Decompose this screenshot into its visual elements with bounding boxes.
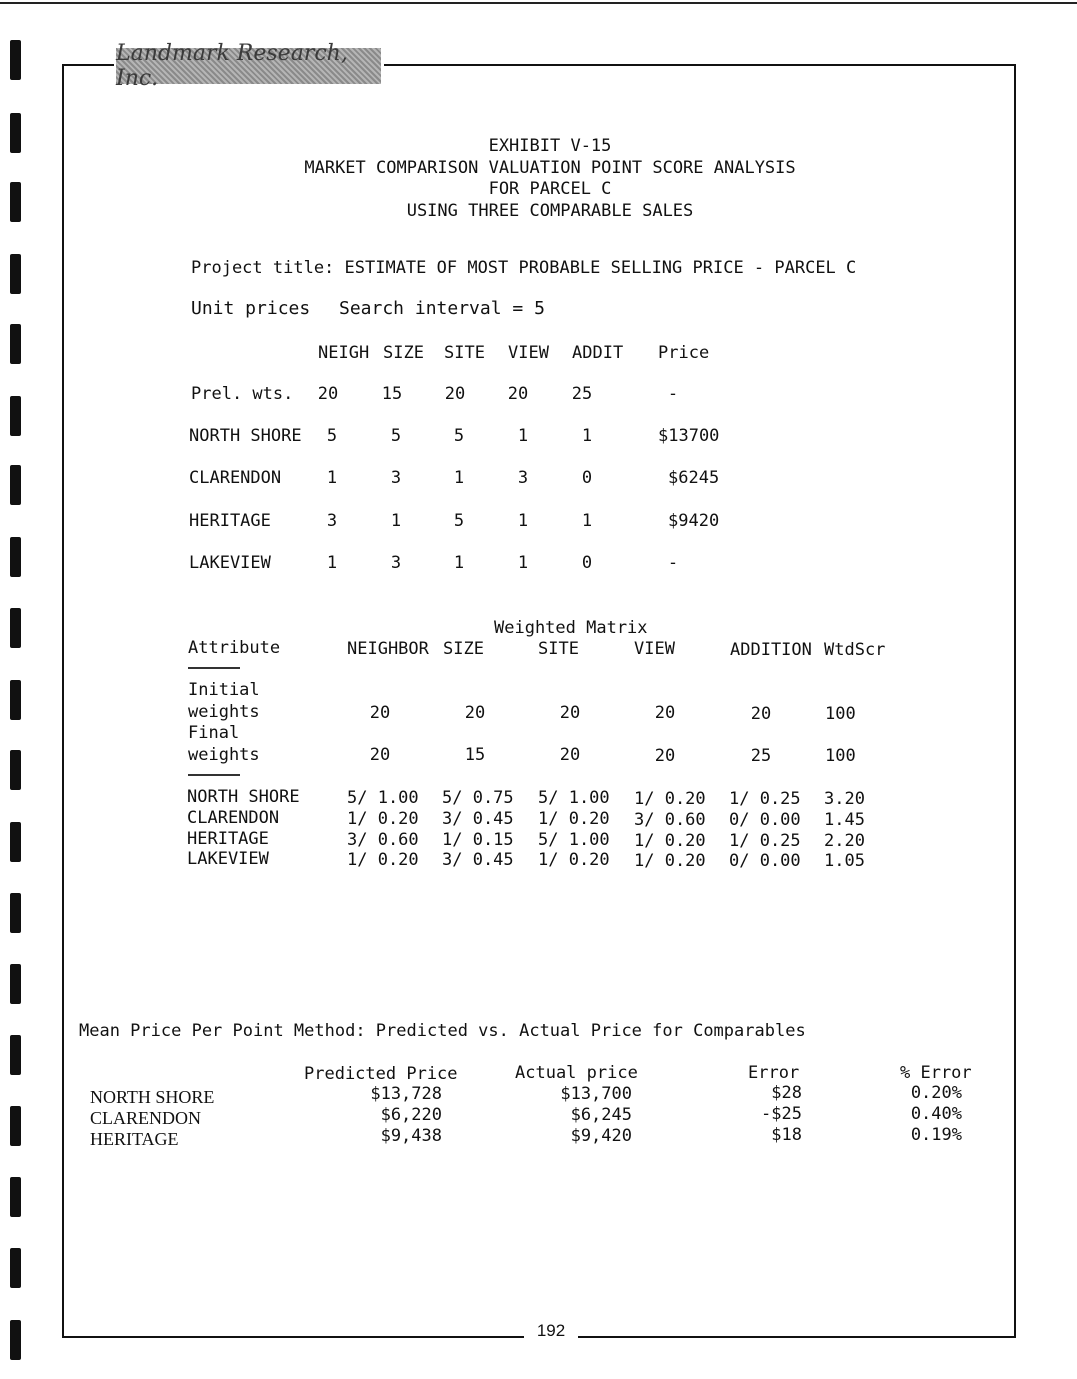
row-label: HERITAGE [90, 1129, 179, 1149]
exhibit-subtitle: USING THREE COMPARABLE SALES [406, 201, 694, 221]
binder-hole [10, 1248, 21, 1288]
error-cell: $18 [771, 1125, 802, 1145]
pct-error-cell: 0.19% [910, 1125, 962, 1145]
column-header: Predicted Price [304, 1064, 458, 1084]
table-cell: 1/ 0.20 [347, 850, 419, 870]
exhibit-title: MARKET COMPARISON VALUATION POINT SCORE ANALYSIS [304, 158, 796, 178]
frame-top-rule [384, 64, 1014, 66]
page-number: 192 [524, 1321, 578, 1341]
table-cell: 5/ 1.00 [538, 788, 610, 808]
score-cell: 3.20 [824, 789, 865, 809]
error-cell: $28 [771, 1083, 802, 1103]
score-cell: 100 [825, 746, 856, 766]
table-cell: 3 [390, 468, 402, 488]
table-cell: 3/ 0.45 [442, 850, 514, 870]
binder-hole [10, 537, 21, 577]
table-cell: 1 [390, 511, 402, 531]
pct-error-cell: 0.40% [910, 1104, 962, 1124]
binder-hole [10, 396, 21, 436]
table-cell: 5/ 1.00 [347, 788, 419, 808]
score-cell: 100 [825, 704, 856, 724]
column-header: ADDIT [572, 343, 624, 363]
actual-price-cell: $9,420 [570, 1126, 632, 1146]
table-cell: 0/ 0.00 [729, 851, 801, 871]
table-cell: 3 [517, 468, 529, 488]
price-cell: $9420 [668, 511, 720, 531]
table-cell: 20 [559, 703, 581, 723]
price-cell: $13700 [658, 426, 720, 446]
project-title: Project title: ESTIMATE OF MOST PROBABLE SELLING PRICE - PARCEL C [191, 258, 857, 278]
table-cell: 1 [517, 553, 529, 573]
frame-top-rule [62, 64, 114, 66]
actual-price-cell: $6,245 [570, 1105, 632, 1125]
binder-hole [10, 40, 21, 80]
table-cell: 5/ 0.75 [442, 788, 514, 808]
table-cell: 20 [444, 384, 466, 404]
binder-hole [10, 893, 21, 933]
table-cell: 1 [517, 511, 529, 531]
binder-hole [10, 324, 21, 364]
row-label: CLARENDON [189, 468, 282, 488]
table-cell: 20 [507, 384, 529, 404]
table-cell: 20 [559, 745, 581, 765]
table-cell: 5 [453, 426, 465, 446]
table-cell: 20 [750, 704, 772, 724]
price-cell: - [667, 553, 679, 573]
table-cell: 1/ 0.20 [347, 809, 419, 829]
column-header: SITE [444, 343, 485, 363]
table-cell: 3/ 0.60 [347, 830, 419, 850]
table-cell: 5/ 1.00 [538, 830, 610, 850]
table-cell: 1 [326, 468, 338, 488]
table-cell: 1/ 0.25 [729, 789, 801, 809]
column-header: VIEW [634, 639, 675, 659]
error-cell: -$25 [761, 1104, 802, 1124]
column-header: WtdScr [824, 640, 886, 660]
page-frame [62, 64, 1016, 1338]
column-header: Error [748, 1063, 800, 1083]
table-cell: 1/ 0.20 [634, 851, 706, 871]
table-cell: 20 [654, 703, 676, 723]
table-cell: 25 [750, 746, 772, 766]
binder-hole [10, 750, 21, 790]
table-cell: 20 [654, 746, 676, 766]
table-cell: 5 [390, 426, 402, 446]
binder-hole [10, 680, 21, 720]
binder-hole [10, 1035, 21, 1075]
binder-hole [10, 822, 21, 862]
table-cell: 1 [581, 426, 593, 446]
column-header: Actual price [515, 1063, 638, 1083]
binder-hole [10, 1177, 21, 1217]
row-label: NORTH SHORE [90, 1087, 215, 1107]
column-header: VIEW [508, 343, 549, 363]
table-cell: 3/ 0.60 [634, 810, 706, 830]
table-cell: 25 [571, 384, 593, 404]
price-cell: $6245 [668, 468, 720, 488]
table-cell: 5 [326, 426, 338, 446]
table-cell: 3/ 0.45 [442, 809, 514, 829]
binder-hole [10, 113, 21, 153]
table-cell: 1/ 0.20 [538, 850, 610, 870]
binder-hole [10, 1106, 21, 1146]
table-cell: 15 [464, 745, 486, 765]
row-label: HERITAGE [189, 511, 271, 531]
table-cell: 1/ 0.25 [729, 831, 801, 851]
table-cell: 20 [369, 703, 391, 723]
table-cell: 5 [453, 511, 465, 531]
binder-hole [10, 182, 21, 222]
actual-price-cell: $13,700 [560, 1084, 632, 1104]
row-label: weights [188, 702, 260, 722]
row-label: Prel. wts. [191, 384, 294, 404]
row-label: Final [188, 723, 240, 743]
divider [188, 774, 240, 776]
table-cell: 1/ 0.20 [538, 809, 610, 829]
row-label: LAKEVIEW [187, 849, 269, 869]
column-header: ADDITION [730, 640, 812, 660]
column-header: SIZE [443, 639, 484, 659]
row-label: NORTH SHORE [187, 787, 300, 807]
column-header: Price [658, 343, 710, 363]
table-cell: 1/ 0.15 [442, 830, 514, 850]
scan-top-edge [0, 2, 1077, 4]
binder-hole [10, 964, 21, 1004]
table-cell: 1 [453, 553, 465, 573]
row-label: Initial [188, 680, 260, 700]
table-cell: 0/ 0.00 [729, 810, 801, 830]
table-cell: 1/ 0.20 [634, 831, 706, 851]
divider [188, 667, 240, 669]
table-cell: 20 [369, 745, 391, 765]
table-cell: 3 [326, 511, 338, 531]
score-cell: 1.05 [824, 851, 865, 871]
table-cell: 0 [581, 468, 593, 488]
table-cell: 20 [317, 384, 339, 404]
binder-hole [10, 254, 21, 294]
binder-hole [10, 1320, 21, 1360]
score-cell: 1.45 [824, 810, 865, 830]
row-label: CLARENDON [90, 1108, 201, 1128]
company-logo [116, 41, 381, 91]
mean-price-title: Mean Price Per Point Method: Predicted vs. Actual Price for Comparables [79, 1021, 806, 1041]
column-header: SIZE [383, 343, 424, 363]
table-cell: 1/ 0.20 [634, 789, 706, 809]
table-cell: 1 [581, 511, 593, 531]
column-header: NEIGH [318, 343, 370, 363]
price-cell: - [667, 384, 679, 404]
row-label: NORTH SHORE [189, 426, 302, 446]
matrix-title: Weighted Matrix [494, 618, 648, 638]
exhibit-subtitle: FOR PARCEL C [488, 179, 612, 199]
row-label: CLARENDON [187, 808, 280, 828]
predicted-price-cell: $13,728 [370, 1084, 442, 1104]
table-cell: 15 [381, 384, 403, 404]
company-logo-text: Landmark Research, Inc. [116, 41, 348, 91]
table-cell: 20 [464, 703, 486, 723]
score-cell: 2.20 [824, 831, 865, 851]
row-label: HERITAGE [187, 829, 269, 849]
row-label: LAKEVIEW [189, 553, 271, 573]
binder-hole [10, 465, 21, 505]
table-cell: 1 [326, 553, 338, 573]
column-header: % Error [900, 1063, 972, 1083]
search-interval: Search interval = 5 [339, 298, 545, 319]
table-cell: 0 [581, 553, 593, 573]
column-header: NEIGHBOR [347, 639, 429, 659]
predicted-price-cell: $9,438 [380, 1126, 442, 1146]
table-cell: 1 [517, 426, 529, 446]
column-header: SITE [538, 639, 579, 659]
pct-error-cell: 0.20% [910, 1083, 962, 1103]
binder-hole [10, 608, 21, 648]
predicted-price-cell: $6,220 [380, 1105, 442, 1125]
table-cell: 1 [453, 468, 465, 488]
table-cell: 3 [390, 553, 402, 573]
row-label: weights [188, 745, 260, 765]
column-header: Attribute [188, 638, 281, 658]
exhibit-number: EXHIBIT V-15 [488, 136, 612, 156]
unit-prices-label: Unit prices [191, 298, 311, 319]
